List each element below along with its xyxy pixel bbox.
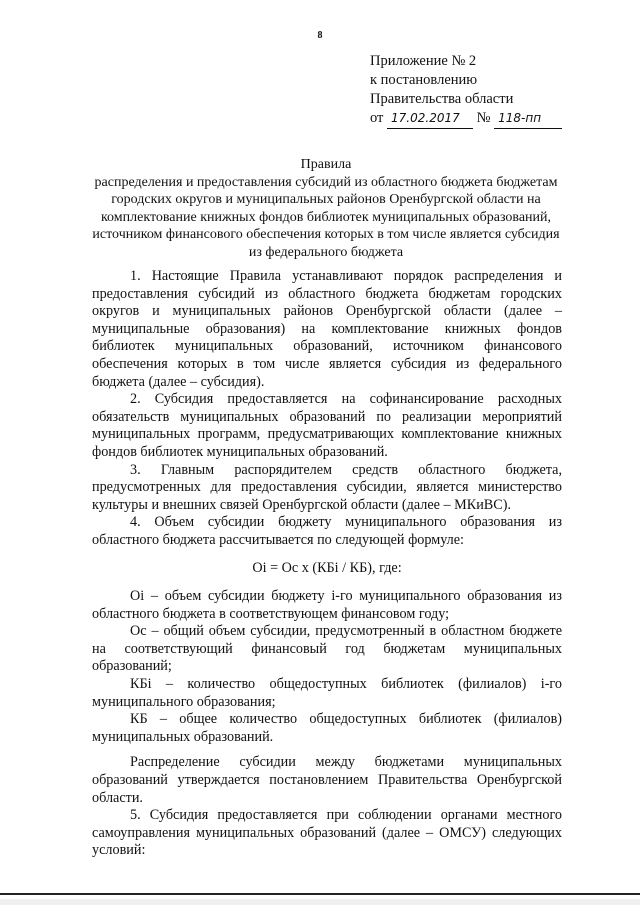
handwritten-number: 118-пп <box>494 109 562 129</box>
number-prefix: № <box>476 110 491 126</box>
title-heading: Правила <box>300 157 352 172</box>
paragraph-5: 5. Субсидия предоставляется при соблюдении органами местного самоуправления муниципальных образований (далее – ОМСУ) следующих условий: <box>92 807 562 859</box>
date-prefix: от <box>370 110 384 126</box>
scan-edge-margin <box>0 899 640 905</box>
scan-edge-line <box>0 893 640 895</box>
paragraph-distribution: Распределение субсидии между бюджетами муниципальных образований утверждается постановлением Правительства Оренбургской области. <box>92 754 562 806</box>
appendix-issuer: Правительства области <box>370 91 514 107</box>
paragraph-2: 2. Субсидия предоставляется на софинансирование расходных обязательств муниципальных образований по реализации мероприятий муниципальных программ, предусматривающих комплектование книжных фондов библиотек муниципальных образований. <box>92 391 562 460</box>
appendix-title: Приложение № 2 <box>370 53 477 69</box>
document-title <box>90 156 562 261</box>
document-body <box>92 268 562 860</box>
handwritten-date: 17.02.2017 <box>387 109 473 129</box>
definition-kb: КБ – общее количество общедоступных библиотек (филиалов) муниципальных образований. <box>92 711 562 745</box>
page-number: 8 <box>317 30 323 41</box>
appendix-reference: к постановлению <box>370 72 478 88</box>
appendix-header <box>370 52 562 129</box>
paragraph-3: 3. Главным распорядителем средств областного бюджета, предусмотренных для предоставления субсидии, является министерство культуры и внешних связей Оренбургской области (далее – МКиВС). <box>92 461 562 513</box>
formula: Оi = Ос х (КБi / КБ), где: <box>252 559 402 576</box>
definition-oc: Ос – общий объем субсидии, предусмотренный в областном бюджете на соответствующий финансовый год бюджетам муниципальных образований; <box>92 623 562 675</box>
paragraph-4: 4. Объем субсидии бюджету муниципального образования из областного бюджета рассчитывается по следующей формуле: <box>92 514 562 548</box>
title-subtitle: распределения и предоставления субсидий из областного бюджета бюджетам городских округов и муниципальных районов Оренбургской области на комплектование книжных фондов библиотек муниципальных образований, источником финансового обеспечения которых в том числе является субсидия из федерального бюджета <box>92 174 560 260</box>
definition-kbi: КБi – количество общедоступных библиотек (филиалов) i-го муниципального образования; <box>92 676 562 710</box>
paragraph-1: 1. Настоящие Правила устанавливают порядок распределения и предоставления субсидий из областного бюджета бюджетам городских округов и муниципальных районов Оренбургской области (далее – муниципальные образования) на комплектование книжных фондов библиотек муниципальных образований, источником финансового обеспечения которых в том числе является субсидия из федерального бюджета (далее – субсидия). <box>92 268 562 390</box>
appendix-date-line <box>370 109 562 129</box>
definition-oi: Оi – объем субсидии бюджету i-го муниципального образования из областного бюджета в соответствующем финансовом году; <box>92 588 562 622</box>
